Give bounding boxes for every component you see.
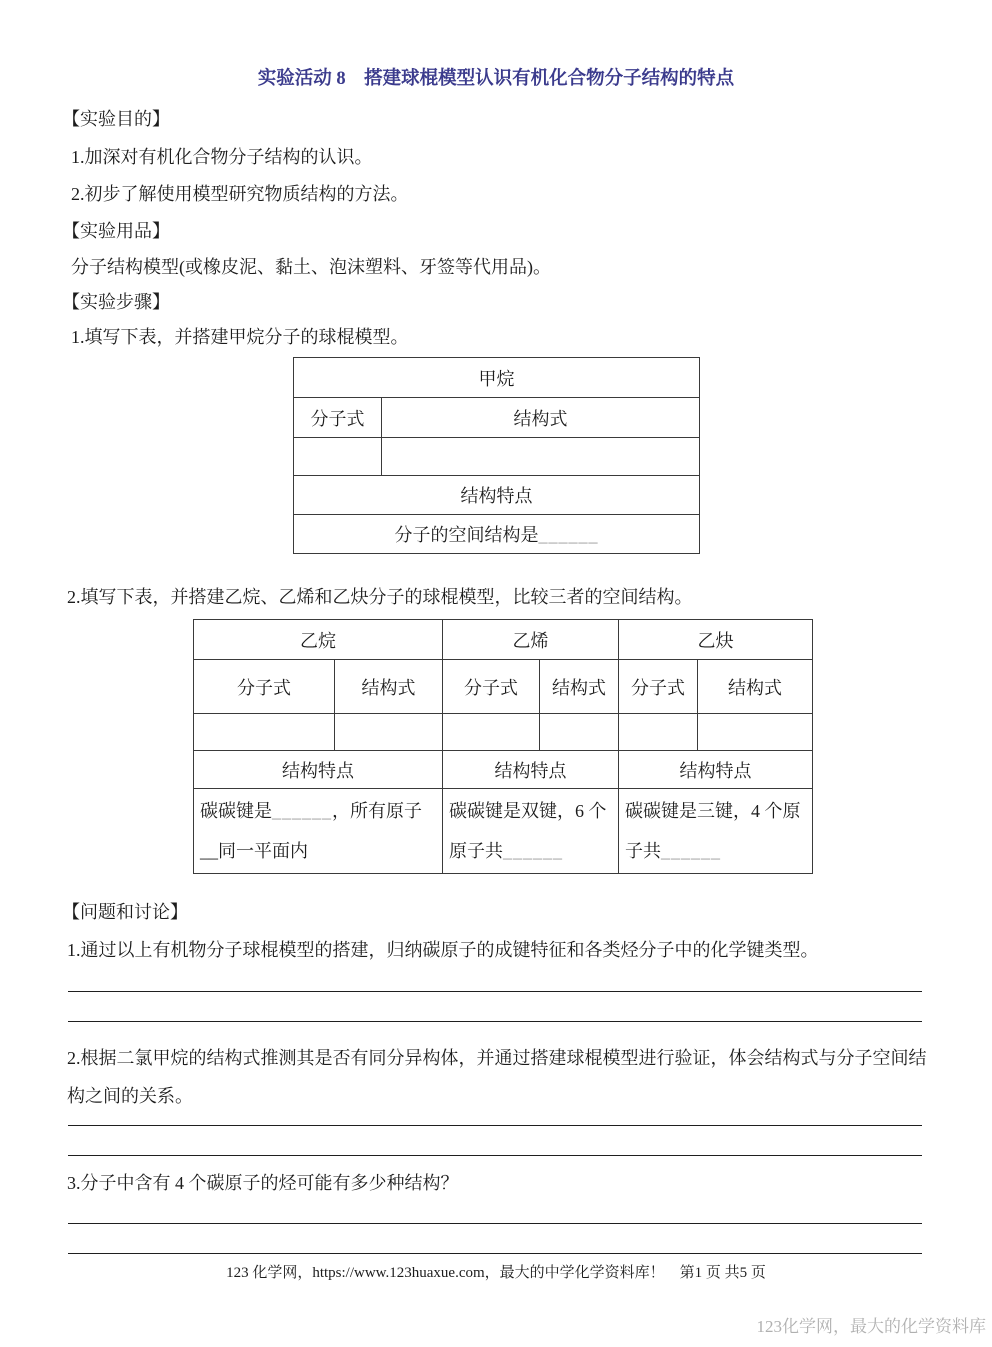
acetylene-title: 乙炔 xyxy=(619,620,813,660)
ethylene-feature-part1: 碳碳键是双键，6 个原子共 xyxy=(449,801,607,861)
supplies-text: 分子结构模型(或橡皮泥、黏土、泡沫塑料、牙签等代用品)。 xyxy=(71,257,551,277)
ethylene-molecular-formula-cell xyxy=(443,714,540,751)
ethylene-feature-header: 结构特点 xyxy=(443,751,619,789)
acetylene-feature-header: 结构特点 xyxy=(619,751,813,789)
hydrocarbon-comparison-table xyxy=(193,619,813,874)
methane-table xyxy=(293,357,700,554)
question-3: 3.分子中含有 4 个碳原子的烃可能有多少种结构？ xyxy=(67,1173,459,1193)
answer-line-q2-2 xyxy=(68,1155,922,1156)
ethane-plane-blank: __ xyxy=(200,841,218,861)
acetylene-structural-formula-header: 结构式 xyxy=(698,660,813,714)
ethylene-structural-formula-cell xyxy=(540,714,619,751)
methane-table-title: 甲烷 xyxy=(294,358,700,398)
ethylene-title: 乙烯 xyxy=(443,620,619,660)
page-footer: 123 化学网，https://www.123huaxue.com，最大的中学化学资料库！ 第1 页 共5 页 xyxy=(226,1265,766,1281)
ethane-molecular-formula-header: 分子式 xyxy=(194,660,335,714)
space-structure-blank: ______ xyxy=(538,525,599,545)
methane-space-structure-row xyxy=(294,515,700,554)
step-2-text: 2.填写下表，并搭建乙烷、乙烯和乙炔分子的球棍模型，比较三者的空间结构。 xyxy=(67,587,693,607)
ethane-bond-blank: ______ xyxy=(272,801,332,821)
answer-line-q2-1 xyxy=(68,1125,922,1126)
ethylene-feature-text xyxy=(443,789,619,874)
step-1-text: 1.填写下表，并搭建甲烷分子的球棍模型。 xyxy=(71,327,409,347)
section-header-discussion: 【问题和讨论】 xyxy=(62,902,188,922)
ethane-molecular-formula-cell xyxy=(194,714,335,751)
ethylene-plane-blank: ______ xyxy=(503,841,563,861)
question-2: 2.根据二氯甲烷的结构式推测其是否有同分异构体，并通过搭建球棍模型进行验证，体会结构式与分子空间结构之间的关系。 xyxy=(67,1048,927,1106)
ethane-feature-part2: ，所有原子 xyxy=(332,801,422,821)
question-1: 1.通过以上有机物分子球棍模型的搭建，归纳碳原子的成键特征和各类烃分子中的化学键类型。 xyxy=(67,940,819,960)
answer-line-q1-2 xyxy=(68,1021,922,1022)
section-header-supplies: 【实验用品】 xyxy=(62,221,170,241)
section-header-steps: 【实验步骤】 xyxy=(62,292,170,312)
ethylene-molecular-formula-header: 分子式 xyxy=(443,660,540,714)
ethane-structural-formula-header: 结构式 xyxy=(335,660,443,714)
ethane-feature-text xyxy=(194,789,443,874)
ethane-feature-header: 结构特点 xyxy=(194,751,443,789)
space-structure-label: 分子的空间结构是 xyxy=(394,525,539,545)
ethane-feature-part1: 碳碳键是 xyxy=(200,801,272,821)
purpose-item-2: 2.初步了解使用模型研究物质结构的方法。 xyxy=(71,184,409,204)
ethane-structural-formula-cell xyxy=(335,714,443,751)
methane-structural-formula-cell xyxy=(382,438,700,476)
acetylene-line-blank: ______ xyxy=(661,841,721,861)
methane-feature-header: 结构特点 xyxy=(294,476,700,515)
answer-line-q1-1 xyxy=(68,991,922,992)
methane-molecular-formula-header: 分子式 xyxy=(294,398,382,438)
purpose-item-1: 1.加深对有机化合物分子结构的认识。 xyxy=(71,147,373,167)
acetylene-molecular-formula-header: 分子式 xyxy=(619,660,698,714)
acetylene-feature-part1: 碳碳键是三键，4 个原子共 xyxy=(625,801,801,861)
section-header-purpose: 【实验目的】 xyxy=(62,109,170,129)
acetylene-structural-formula-cell xyxy=(698,714,813,751)
ethane-feature-part3: 同一平面内 xyxy=(218,841,308,861)
answer-line-q3-1 xyxy=(68,1223,922,1224)
ethane-title: 乙烷 xyxy=(194,620,443,660)
methane-structural-formula-header: 结构式 xyxy=(382,398,700,438)
acetylene-molecular-formula-cell xyxy=(619,714,698,751)
methane-molecular-formula-cell xyxy=(294,438,382,476)
answer-line-q3-2 xyxy=(68,1253,922,1254)
ethylene-structural-formula-header: 结构式 xyxy=(540,660,619,714)
page-title: 实验活动 8 搭建球棍模型认识有机化合物分子结构的特点 xyxy=(257,69,735,89)
acetylene-feature-text xyxy=(619,789,813,874)
site-watermark: 123化学网，最大的化学资料库 xyxy=(756,1317,986,1336)
